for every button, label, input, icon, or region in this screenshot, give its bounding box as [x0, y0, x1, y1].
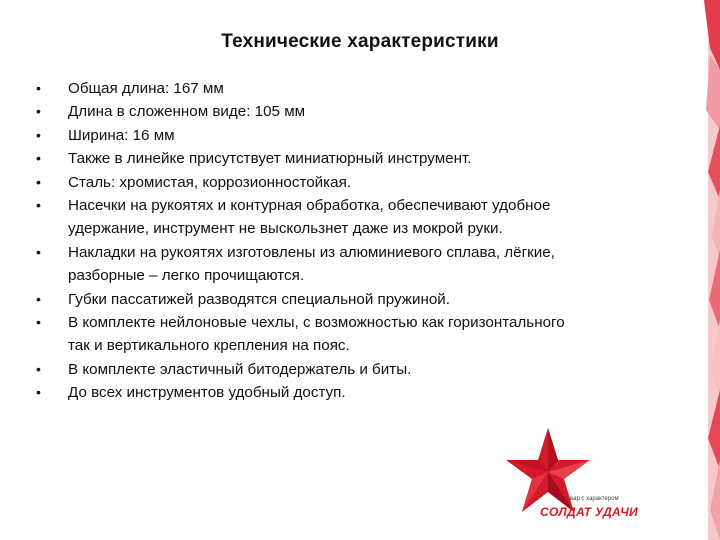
bullet-list — [36, 77, 676, 405]
bullet-item — [36, 147, 676, 170]
bullet-dot-icon: • — [36, 103, 41, 120]
bullet-text-line: Общая длина: 167 мм — [68, 80, 224, 97]
bullet-text-line: Ширина: 16 мм — [68, 126, 175, 144]
bullet-dot-icon: • — [36, 360, 41, 377]
bullet-item — [36, 171, 676, 194]
bullet-item — [36, 100, 676, 123]
bullet-dot-icon: • — [36, 290, 41, 307]
bullet-text-line: Губки пассатижей разводятся специальной пружиной. — [68, 290, 450, 308]
bullet-dot-icon: • — [36, 126, 41, 143]
bullet-item — [36, 124, 676, 147]
bullet-text-line: Сталь: хромистая, коррозионностойкая. — [68, 173, 352, 191]
bullet-text-line: удержание, инструмент не выскользнет даже из мокрой руки. — [68, 220, 503, 238]
bullet-item — [36, 288, 676, 311]
bullet-dot-icon: • — [36, 80, 41, 96]
bullet-dot-icon: • — [36, 243, 41, 260]
bullet-text-line: Длина в сложенном виде: 105 мм — [68, 103, 306, 121]
bullet-text-line: Насечки на рукоятях и контурная обработка, обеспечивают удобное — [68, 197, 551, 215]
bullet-dot-icon: • — [36, 150, 41, 167]
bullet-item — [36, 311, 676, 358]
bullet-text-line: Накладки на рукоятях изготовлены из алюминиевого сплава, лёгкие, — [68, 243, 555, 261]
bullet-text-line: В комплекте нейлоновые чехлы, с возможностью как горизонтального — [68, 314, 565, 332]
bullet-text-line: Также в линейке присутствует миниатюрный инструмент. — [68, 150, 472, 168]
bullet-text-line: так и вертикального крепления на пояс. — [68, 337, 350, 355]
bullet-text-line: В комплекте эластичный битодержатель и биты. — [68, 360, 412, 378]
bullet-dot-icon: • — [36, 173, 41, 190]
bullet-text-line: разборные – легко прочищаются. — [68, 267, 305, 285]
bullet-dot-icon: • — [36, 384, 41, 401]
bullet-item — [36, 358, 676, 381]
slide-title: Технические характеристики — [221, 31, 499, 52]
bullet-dot-icon: • — [36, 314, 41, 331]
decorative-edge-pattern — [690, 0, 720, 540]
logo-tagline: товар с характером — [564, 496, 619, 502]
bullet-item — [36, 381, 676, 404]
bullet-dot-icon: • — [36, 197, 41, 214]
logo-name: СОЛДАТ УДАЧИ — [540, 505, 639, 519]
bullet-item — [36, 194, 676, 241]
bullet-text-line: До всех инструментов удобный доступ. — [68, 384, 346, 402]
bullet-item — [36, 77, 676, 100]
bullet-item — [36, 241, 676, 288]
